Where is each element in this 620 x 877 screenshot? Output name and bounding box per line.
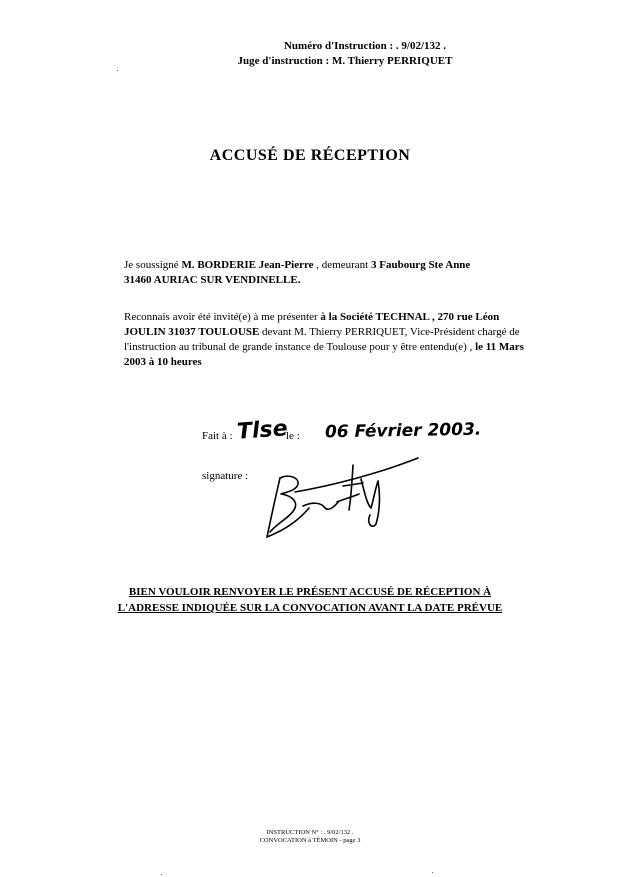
scan-speck — [161, 874, 162, 875]
declaration-paragraph — [124, 258, 524, 288]
invitation-paragraph — [124, 310, 524, 370]
scan-speck — [117, 70, 118, 71]
signature-image — [255, 450, 435, 545]
page-footer — [0, 829, 620, 845]
invitation-date: le 11 Mars 2003 à 10 heures — [124, 341, 524, 368]
invitation-intro: Reconnais avoir été invité(e) à me présenter — [124, 311, 321, 323]
fait-label: Fait à : — [202, 430, 233, 442]
declaration-intro: Je soussigné — [124, 259, 182, 271]
date-handwritten: 06 Février 2003. — [324, 419, 482, 443]
fait-location-handwritten: Tlse — [236, 416, 289, 445]
declarant-address-street: 3 Faubourg Ste Anne — [370, 259, 471, 271]
footer-page-info: CONVOCATION à TÉMOIN - page 3 — [259, 837, 361, 844]
judge-line: Juge d'instruction : M. Thierry PERRIQUET — [237, 55, 453, 67]
scan-speck — [432, 872, 433, 873]
notice-line-1: BIEN VOULOIR RENVOYER LE PRÉSENT ACCUSÉ DE RÉCEPTION À — [128, 586, 492, 598]
notice-line-2: L'ADRESSE INDIQUÉE SUR LA CONVOCATION AVANT LA DATE PRÉVUE — [117, 602, 503, 614]
invitation-location: à la Société TECHNAL , 270 rue Léon JOULIN 31037 TOULOUSE — [124, 311, 500, 338]
le-label: le : — [286, 430, 300, 442]
declarant-address-city: 31460 AURIAC SUR VENDINELLE. — [124, 274, 301, 286]
instruction-number-line: Numéro d'Instruction : . 9/02/132 . — [283, 40, 447, 52]
signature-label: signature : — [202, 470, 249, 482]
declarant-name: M. BORDERIE Jean-Pierre — [181, 259, 314, 271]
declaration-mid: , demeurant — [313, 259, 371, 271]
page-title: ACCUSÉ DE RÉCEPTION — [209, 147, 411, 164]
footer-instruction-number: INSTRUCTION N° : . 9/02/132 . — [266, 829, 354, 836]
invitation-mid: devant M. Thierry PERRIQUET, Vice-Président chargé de l'instruction au tribunal de grande instance de Toulouse pour y être entendu(e) , — [124, 326, 520, 353]
return-instructions-notice — [100, 584, 520, 616]
